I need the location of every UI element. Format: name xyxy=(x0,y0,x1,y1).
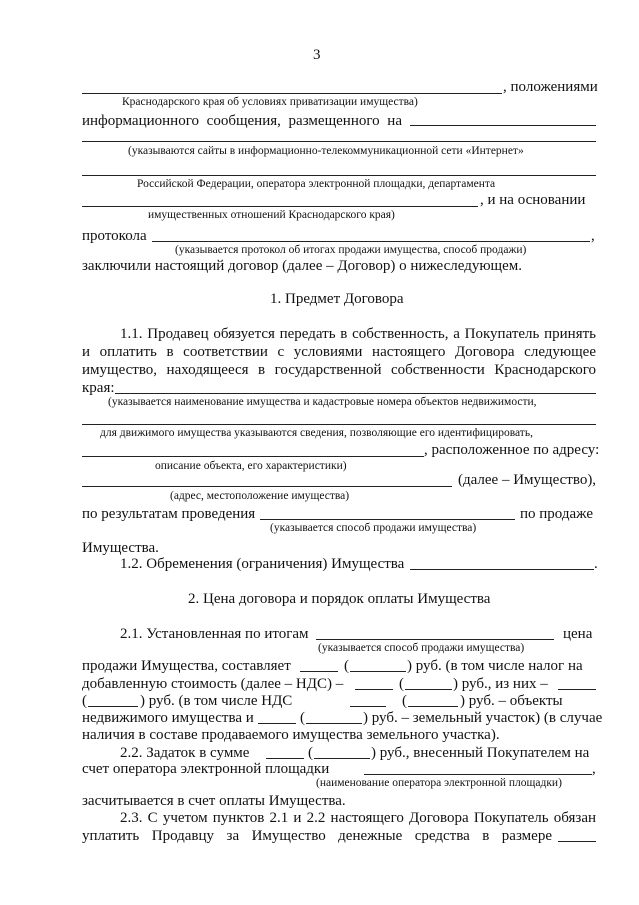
field-caption: (указывается наименование имущества и кадастровые номера объектов недвижимости, xyxy=(108,396,537,408)
text-line: 1.1. Продавец обязуется передать в собственность, а Покупатель принять xyxy=(120,326,596,342)
text-fragment: ) руб., из них – xyxy=(453,676,548,692)
fill-line xyxy=(82,141,596,142)
fill-line xyxy=(82,93,502,94)
text-fragment: ) руб. – объекты xyxy=(460,693,563,709)
fill-line xyxy=(82,175,596,176)
amount-blank xyxy=(350,706,386,707)
amount-blank xyxy=(314,758,370,759)
field-caption: (указываются сайты в информационно-телекоммуникационной сети «Интернет» xyxy=(128,145,524,157)
text-line: и оплатить в соответствии с условиями настоящего Договора следующее xyxy=(82,344,596,360)
text-fragment: ( xyxy=(344,658,349,674)
text-fragment: , положениями xyxy=(503,79,598,95)
text-line: заключили настоящий договор (далее – Договор) о нижеследующем. xyxy=(82,258,522,274)
text-fragment: по результатам проведения xyxy=(82,506,256,522)
text-line: уплатить Продавцу за Имущество денежные средства в размере xyxy=(82,828,552,844)
fill-line xyxy=(115,393,596,394)
amount-blank xyxy=(88,706,138,707)
field-caption: Краснодарского края об условиях приватизации имущества) xyxy=(122,96,418,108)
amount-blank xyxy=(350,671,406,672)
field-caption: описание объекта, его характеристики) xyxy=(155,460,347,472)
text-fragment: цена xyxy=(563,626,593,642)
field-caption: имущественных отношений Краснодарского края) xyxy=(148,209,395,221)
text-line: информационного сообщения, размещенного на xyxy=(82,113,402,129)
text-fragment: , xyxy=(591,228,595,244)
text-fragment: 2.2. Задаток в сумме xyxy=(120,745,250,761)
fill-line xyxy=(316,639,554,640)
amount-blank xyxy=(306,723,362,724)
field-caption: для движимого имущества указываются сведения, позволяющие его идентифицировать, xyxy=(100,427,533,439)
text-fragment: ( xyxy=(300,710,305,726)
text-fragment: , расположенное по адресу: xyxy=(424,442,600,458)
amount-blank xyxy=(258,723,296,724)
fill-line xyxy=(82,206,478,207)
text-fragment: продажи Имущества, составляет xyxy=(82,658,291,674)
text-line: Имущества. xyxy=(82,540,159,556)
text-fragment: по продаже xyxy=(520,506,593,522)
fill-line xyxy=(82,456,424,457)
amount-blank xyxy=(266,758,304,759)
text-fragment: . xyxy=(594,556,598,572)
text-fragment: (далее – Имущество), xyxy=(458,472,597,488)
text-fragment: 1.2. Обременения (ограничения) Имущества xyxy=(120,556,405,572)
amount-blank xyxy=(558,841,596,842)
fill-line xyxy=(364,774,592,775)
text-fragment: ) руб. (в том числе НДС xyxy=(140,693,293,709)
page-number: 3 xyxy=(313,47,321,63)
fill-line xyxy=(260,519,515,520)
text-fragment: ( xyxy=(399,676,404,692)
amount-blank xyxy=(300,671,338,672)
fill-line xyxy=(410,569,594,570)
fill-line xyxy=(82,486,452,487)
text-fragment: ) руб. – земельный участок) (в случае xyxy=(363,710,603,726)
field-caption: (указывается протокол об итогах продажи имущества, способ продажи) xyxy=(175,244,527,256)
text-fragment: ( xyxy=(402,693,407,709)
text-fragment: недвижимого имущества и xyxy=(82,710,254,726)
field-caption: (указывается способ продажи имущества) xyxy=(270,522,477,534)
text-line: засчитывается в счет оплаты Имущества. xyxy=(82,793,346,809)
field-caption: (указывается способ продажи имущества) xyxy=(318,642,525,654)
text-line: имущество, находящееся в государственной собственности Краснодарского xyxy=(82,362,596,378)
text-fragment: , xyxy=(592,761,596,777)
text-line: наличия в составе продаваемого имущества земельного участка). xyxy=(82,727,500,743)
amount-blank xyxy=(355,689,393,690)
text-fragment: счет оператора электронной площадки xyxy=(82,761,330,777)
text-fragment: ) руб., внесенный Покупателем на xyxy=(371,745,590,761)
text-fragment: добавленную стоимость (далее – НДС) – xyxy=(82,676,344,692)
text-line: 2.3. С учетом пунктов 2.1 и 2.2 настоящего Договора Покупатель обязан xyxy=(120,810,596,826)
fill-line xyxy=(410,125,596,126)
section-heading: 1. Предмет Договора xyxy=(270,291,404,307)
text-fragment: ( xyxy=(82,693,87,709)
section-heading: 2. Цена договора и порядок оплаты Имущества xyxy=(188,591,491,607)
text-fragment: протокола xyxy=(82,228,147,244)
field-caption: (наименование оператора электронной площадки) xyxy=(316,777,562,789)
fill-line xyxy=(152,241,590,242)
amount-blank xyxy=(408,706,458,707)
text-fragment: края: xyxy=(82,380,115,396)
text-fragment: ) руб. (в том числе налог на xyxy=(407,658,583,674)
text-fragment: ( xyxy=(308,745,313,761)
text-fragment: , и на основании xyxy=(480,192,586,208)
field-caption: (адрес, местоположение имущества) xyxy=(170,490,350,502)
fill-line xyxy=(82,424,596,425)
field-caption: Российской Федерации, оператора электронной площадки, департамента xyxy=(137,178,496,190)
text-fragment: 2.1. Установленная по итогам xyxy=(120,626,309,642)
amount-blank xyxy=(558,689,596,690)
amount-blank xyxy=(405,689,452,690)
